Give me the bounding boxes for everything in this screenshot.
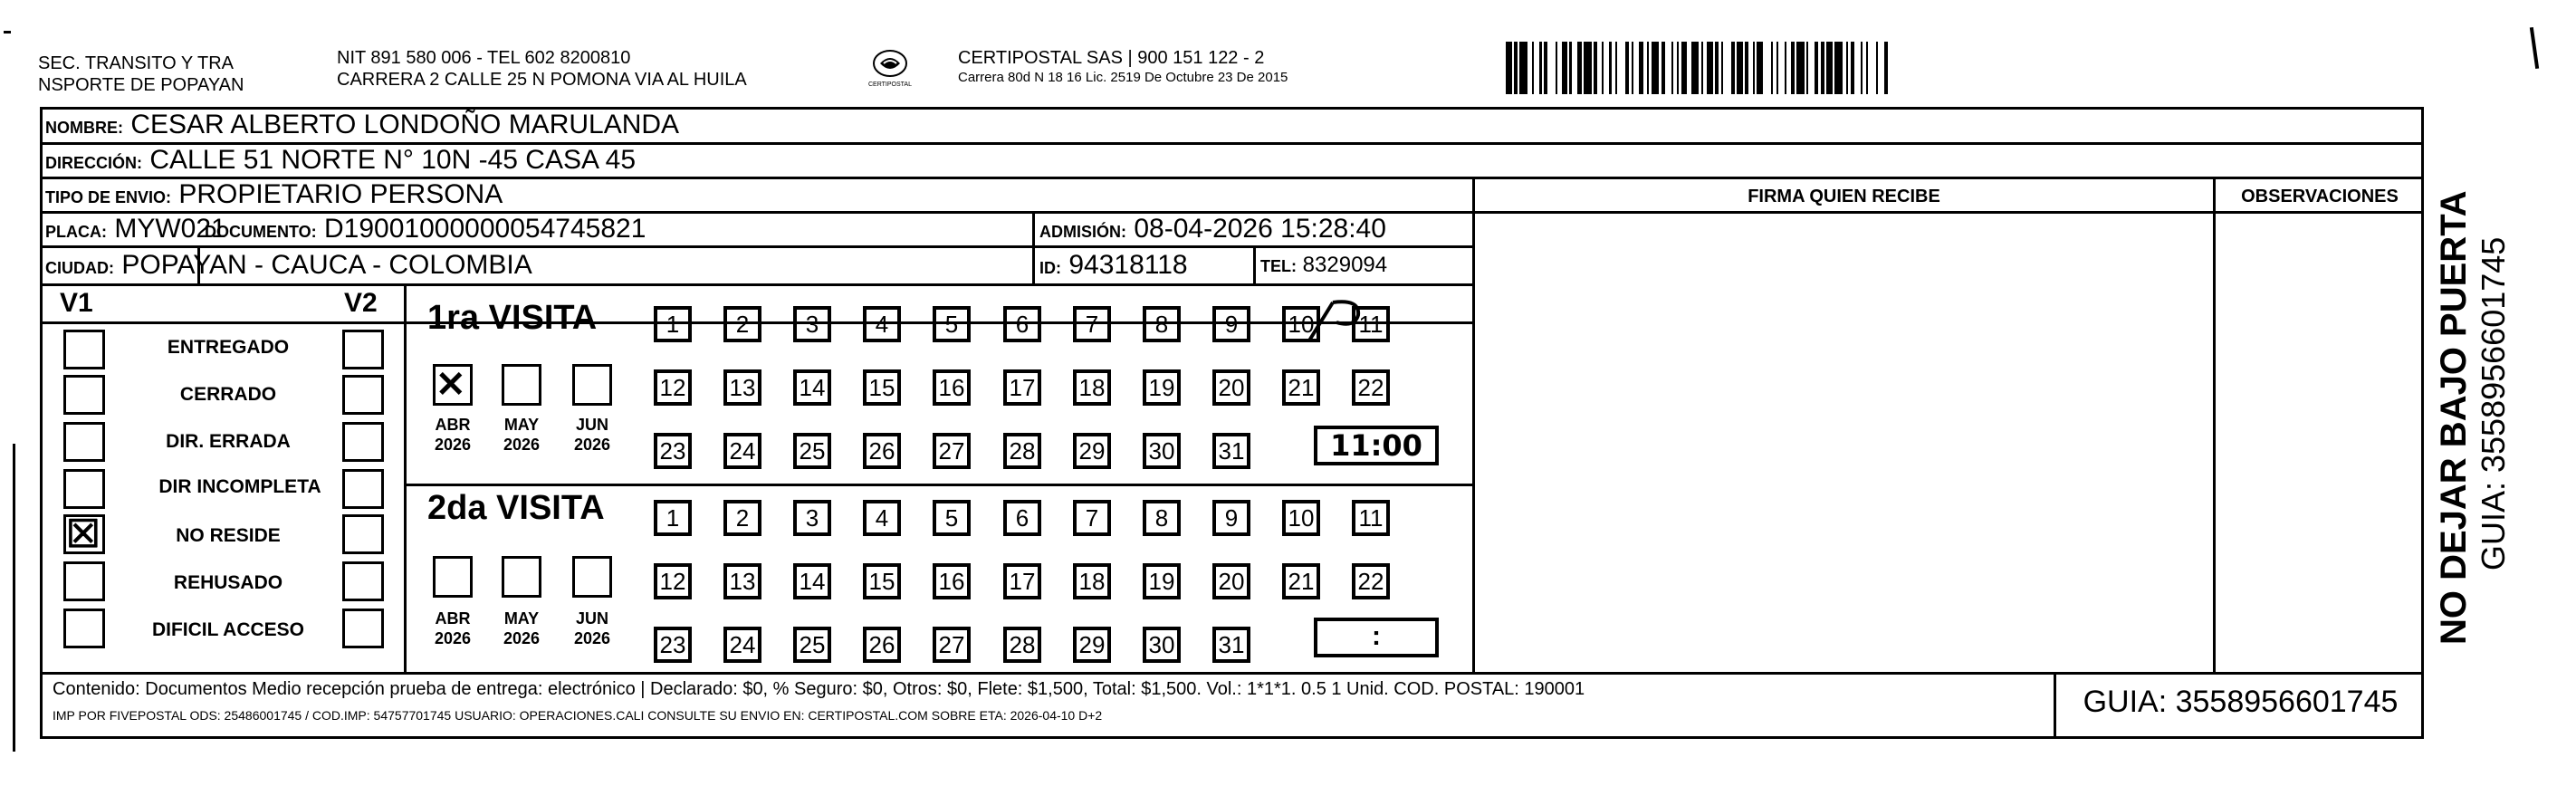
- option-entregado: ENTREGADO: [167, 337, 290, 358]
- visit2-day-box[interactable]: 29: [1073, 627, 1111, 663]
- tel-field: [1260, 249, 1387, 283]
- visit2-day-box[interactable]: 8: [1143, 500, 1181, 536]
- visit2-month-jun: JUN 2026: [573, 609, 611, 647]
- visit2-day-box[interactable]: 5: [933, 500, 971, 536]
- barcode: [1506, 42, 2241, 94]
- visit1-abr-x-mark-icon: ✕: [436, 365, 466, 405]
- courier-license: Carrera 80d N 18 16 Lic. 2519 De Octubre 23 De 2015: [958, 70, 1288, 85]
- visit2-month-may: MAY 2026: [503, 609, 541, 647]
- courier-info: [958, 47, 1288, 87]
- visit1-day-box[interactable]: 29: [1073, 433, 1111, 469]
- signature-area[interactable]: [1475, 214, 2213, 672]
- visit1-day-box[interactable]: 26: [863, 433, 901, 469]
- visit1-title: 1ra VISITA: [427, 299, 598, 337]
- nombre-field: [45, 109, 679, 144]
- visit2-day-box[interactable]: 22: [1352, 563, 1390, 599]
- visit2-day-box[interactable]: 16: [933, 563, 971, 599]
- visit2-day-box[interactable]: 25: [793, 627, 831, 663]
- visit1-month-abr: ABR 2026: [434, 416, 472, 454]
- option-cerrado: CERRADO: [179, 384, 277, 405]
- visit2-day-box[interactable]: 14: [793, 563, 831, 599]
- observations-area[interactable]: [2216, 214, 2424, 672]
- nombre-value: CESAR ALBERTO LONDOÑO MARULANDA: [130, 110, 680, 139]
- visit1-day-box[interactable]: 19: [1143, 369, 1181, 406]
- v1-label: V1: [60, 288, 93, 318]
- edge-mark: [4, 31, 11, 34]
- visit2-day-box[interactable]: 12: [654, 563, 692, 599]
- footer-guia-number: GUIA: 3558956601745: [2083, 685, 2399, 719]
- visit1-day-box[interactable]: 27: [933, 433, 971, 469]
- visit1-day-box[interactable]: 10: [1282, 306, 1320, 342]
- visit2-day-box[interactable]: 20: [1212, 563, 1250, 599]
- tel-label: TEL:: [1260, 257, 1297, 275]
- tipo-envio-field: [45, 178, 503, 214]
- option-dificil-acceso: DIFICIL ACCESO: [151, 619, 304, 640]
- visit1-day-box[interactable]: 28: [1003, 433, 1041, 469]
- visit2-day-box[interactable]: 30: [1143, 627, 1181, 663]
- direccion-value: CALLE 51 NORTE N° 10N -45 CASA 45: [149, 145, 637, 175]
- placa-label: PLACA:: [45, 223, 107, 241]
- v2-rehusado-checkbox[interactable]: [342, 561, 384, 601]
- v2-label: V2: [344, 288, 378, 318]
- visit2-day-box[interactable]: 10: [1282, 500, 1320, 536]
- tipo-envio-label: TIPO DE ENVIO:: [45, 188, 172, 206]
- visit1-day-box[interactable]: 22: [1352, 369, 1390, 406]
- visit1-day-box[interactable]: 9: [1212, 306, 1250, 342]
- visit1-day-box[interactable]: 15: [863, 369, 901, 406]
- firma-header: FIRMA QUIEN RECIBE: [1748, 187, 1940, 206]
- visit2-day-box[interactable]: 18: [1073, 563, 1111, 599]
- observaciones-header: OBSERVACIONES: [2241, 187, 2399, 206]
- visit2-day-box[interactable]: 1: [654, 500, 692, 536]
- visit1-day-box[interactable]: 18: [1073, 369, 1111, 406]
- sender-address: CARRERA 2 CALLE 25 N POMONA VIA AL HUILA: [337, 70, 747, 90]
- sender-nit: NIT 891 580 006 - TEL 602 8200810: [337, 48, 631, 68]
- visit2-day-box[interactable]: 2: [723, 500, 761, 536]
- visit1-day10-scribble: [1306, 295, 1371, 350]
- visit1-day-box[interactable]: 12: [654, 369, 692, 406]
- visit2-day-box[interactable]: 24: [723, 627, 761, 663]
- v2-dir-incompleta-checkbox[interactable]: [342, 469, 384, 509]
- admision-field: [1039, 213, 1386, 248]
- visit2-day-box[interactable]: 19: [1143, 563, 1181, 599]
- visit2-day-box[interactable]: 23: [654, 627, 692, 663]
- visit1-day-box[interactable]: 16: [933, 369, 971, 406]
- v1-entregado-checkbox[interactable]: [63, 330, 105, 369]
- visit2-month-abr: ABR 2026: [434, 609, 472, 647]
- placa-value: MYW021: [114, 214, 226, 244]
- visit2-time-box[interactable]: :: [1314, 618, 1439, 657]
- visit2-month-abr-checkbox[interactable]: [433, 556, 473, 598]
- v1-cerrado-checkbox[interactable]: [63, 375, 105, 415]
- visit1-day-box[interactable]: 5: [933, 306, 971, 342]
- visit2-day-box[interactable]: 28: [1003, 627, 1041, 663]
- sender-org-line2: NSPORTE DE POPAYAN: [38, 75, 244, 95]
- v1-dificil-acceso-checkbox[interactable]: [63, 609, 105, 648]
- option-rehusado: REHUSADO: [173, 572, 283, 593]
- visit2-month-may-checkbox[interactable]: [502, 556, 541, 598]
- ciudad-value: POPAYAN - CAUCA - COLOMBIA: [121, 250, 532, 280]
- visit1-day-box[interactable]: 20: [1212, 369, 1250, 406]
- id-value: 94318118: [1068, 250, 1188, 280]
- direccion-label: DIRECCIÓN:: [45, 154, 142, 172]
- placa-field: [45, 213, 226, 248]
- visit2-day-box[interactable]: 7: [1073, 500, 1111, 536]
- no-reside-x-mark-icon: ☒: [66, 513, 101, 555]
- visit1-day-box[interactable]: 8: [1143, 306, 1181, 342]
- v2-cerrado-checkbox[interactable]: [342, 375, 384, 415]
- documento-value: D19001000000054745821: [324, 214, 646, 244]
- direccion-field: [45, 144, 636, 179]
- documento-label: DOCUMENTO:: [205, 223, 317, 241]
- visit1-day-box[interactable]: 7: [1073, 306, 1111, 342]
- v1-rehusado-checkbox[interactable]: [63, 561, 105, 601]
- visit1-time-box[interactable]: 11:00: [1314, 426, 1439, 465]
- visit1-month-jun: JUN 2026: [573, 416, 611, 454]
- side-warning-text: NO DEJAR BAJO PUERTA: [2434, 190, 2474, 645]
- visit2-title: 2da VISITA: [427, 489, 605, 527]
- visit2-day-box[interactable]: 13: [723, 563, 761, 599]
- visit2-day-box[interactable]: 3: [793, 500, 831, 536]
- visit1-month-may: MAY 2026: [503, 416, 541, 454]
- certipostal-logo: CERTIPOSTAL: [860, 45, 920, 96]
- v2-no-reside-checkbox[interactable]: [342, 514, 384, 554]
- documento-field: [205, 213, 646, 248]
- v2-dificil-acceso-checkbox[interactable]: [342, 609, 384, 648]
- visit1-day-box[interactable]: 11: [1352, 306, 1390, 342]
- visit1-day-box[interactable]: 1: [654, 306, 692, 342]
- visit1-day-box[interactable]: 2: [723, 306, 761, 342]
- visit2-day-box[interactable]: 17: [1003, 563, 1041, 599]
- visit2-day-box[interactable]: 6: [1003, 500, 1041, 536]
- side-guia-number: GUIA: 3558956601745: [2475, 236, 2512, 570]
- visit2-day-box[interactable]: 26: [863, 627, 901, 663]
- edge-mark: [2530, 27, 2539, 69]
- sender-contact: [337, 47, 747, 91]
- option-dir-incompleta: DIR INCOMPLETA: [158, 476, 321, 497]
- ciudad-field: [45, 249, 532, 284]
- visit1-month-jun-checkbox[interactable]: [572, 364, 612, 406]
- visit2-month-jun-checkbox[interactable]: [572, 556, 612, 598]
- v1-dir-incompleta-checkbox[interactable]: [63, 469, 105, 509]
- visit1-day-box[interactable]: 14: [793, 369, 831, 406]
- ciudad-label: CIUDAD:: [45, 259, 114, 277]
- visit1-month-may-checkbox[interactable]: [502, 364, 541, 406]
- visit1-day-box[interactable]: 31: [1212, 433, 1250, 469]
- visit2-day-box[interactable]: 27: [933, 627, 971, 663]
- visit1-day-box[interactable]: 17: [1003, 369, 1041, 406]
- sender-org-line1: SEC. TRANSITO Y TRA: [38, 53, 234, 73]
- visit1-day-box[interactable]: 13: [723, 369, 761, 406]
- visit2-day-box[interactable]: 11: [1352, 500, 1390, 536]
- option-no-reside: NO RESIDE: [176, 525, 281, 546]
- visit2-day-box[interactable]: 9: [1212, 500, 1250, 536]
- visit1-day-box[interactable]: 23: [654, 433, 692, 469]
- courier-name: CERTIPOSTAL SAS | 900 151 122 - 2: [958, 48, 1265, 68]
- id-field: [1039, 249, 1188, 284]
- visit1-day-box[interactable]: 25: [793, 433, 831, 469]
- visit1-day-box[interactable]: 4: [863, 306, 901, 342]
- v2-entregado-checkbox[interactable]: [342, 330, 384, 369]
- option-dir-errada: DIR. ERRADA: [166, 431, 291, 452]
- admision-label: ADMISIÓN:: [1039, 223, 1126, 241]
- visit1-day-box[interactable]: 30: [1143, 433, 1181, 469]
- visit2-day-box[interactable]: 4: [863, 500, 901, 536]
- footer-print-line: IMP POR FIVEPOSTAL ODS: 25486001745 / COD.IMP: 54757701745 USUARIO: OPERACIONES.CALI CONSULTE SU ENVIO EN: CERTIPOSTAL.COM SOBRE ETA: 2026-04-10 D+2: [53, 708, 1103, 723]
- edge-mark: [13, 444, 15, 752]
- visit1-day-box[interactable]: 3: [793, 306, 831, 342]
- tel-value: 8329094: [1302, 253, 1388, 277]
- visit2-day-box[interactable]: 15: [863, 563, 901, 599]
- v2-dir-errada-checkbox[interactable]: [342, 422, 384, 462]
- nombre-label: NOMBRE:: [45, 119, 123, 137]
- visit2-day-box[interactable]: 31: [1212, 627, 1250, 663]
- id-label: ID:: [1039, 259, 1061, 277]
- admision-value: 08-04-2026 15:28:40: [1134, 214, 1386, 244]
- sender-org: [38, 53, 244, 96]
- visit1-day-box[interactable]: 6: [1003, 306, 1041, 342]
- visit1-day-box[interactable]: 21: [1282, 369, 1320, 406]
- v1-dir-errada-checkbox[interactable]: [63, 422, 105, 462]
- visit1-day-box[interactable]: 24: [723, 433, 761, 469]
- footer-content-line: Contenido: Documentos Medio recepción prueba de entrega: electrónico | Declarado: $0, % Seguro: $0, Otros: $0, Flete: $1,500, Total: $1,500. Vol.: 1*1*1. 0.5 1 Unid. COD. POSTAL: 190001: [53, 679, 1585, 699]
- tipo-envio-value: PROPIETARIO PERSONA: [178, 179, 503, 209]
- visit2-day-box[interactable]: 21: [1282, 563, 1320, 599]
